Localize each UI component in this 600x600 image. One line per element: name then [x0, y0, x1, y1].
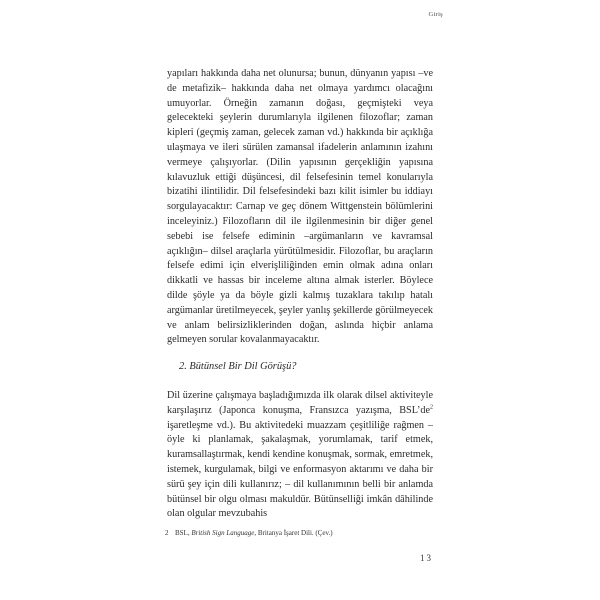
body-paragraph-1 [167, 67, 433, 348]
footnote-reference[interactable]: 2 [430, 404, 433, 411]
body-paragraph-2 [167, 389, 433, 522]
page-number: 13 [420, 553, 433, 563]
footnote-number: 2 [165, 529, 169, 537]
paragraph-text: yapıları hakkında daha net olunursa; bunun, dünyanın yapısı –ve de metafizik– hakkında daha net olmaya yardımcı olacağını umuyorlar. Örneğin zamanın doğası, geçmişteki veya gelecekteki şeylerin durumlarıyla ilgilenen filozoflar; zaman kipleri (geçmiş zaman, gelecek zaman vd.) hakkında bir açıklığa ulaşmaya ve ileri sürülen zamansal ifadelerin anlamının izahını vermeye çalışıyorlar. (Dilin yapısının gerçekliğin yapısına kılavuzluk ettiği düşüncesi, dil felsefesinin temel konularıyla bizatihi ilintilidir. Dil felsefesindeki bazı kilit isimler bu iddiayı sorgulayacaktır: Carnap ve geç dönem Wittgenstein bölümlerini inceleyiniz.) Filozofların dil ile ilgilenmesinin bir diğer genel sebebi ise felsefe ediminin –argümanların ve kavramsal açıklığın– dilsel araçlarla yürütülmesidir. Filozoflar, bu araçların felsefe edimi için elverişliliğinden emin olmak adına onları dikkatli ve hassas bir inceleme altına almak isterler. Böylece dilde şöyle ya da böyle gizli kalmış tuzaklara takılıp hatalı argümanlar üretilmeyecek, şeyler yanlış şekillerde görülmeyecek ve anlam belirsizliklerinden doğan, aslında hiçbir anlama gelmeyen sorular kovalanmayacaktır. [167, 68, 433, 346]
footnote [165, 528, 435, 538]
section-heading: 2. Bütünsel Bir Dil Görüşü? [179, 361, 297, 372]
paragraph-text-start: Dil üzerine çalışmaya başladığımızda ilk olarak dilsel aktiviteyle karşılaşırız (Japonca konuşma, Fransızca yazışma, BSL’de [167, 390, 433, 416]
paragraph-text [167, 389, 433, 522]
footnote-text-start: BSL, [175, 529, 192, 537]
footnote-text-end: , Britanya İşaret Dili. (Çev.) [254, 529, 333, 537]
running-head: Giriş [428, 11, 443, 18]
paragraph-text-end: işaretleşme vd.). Bu aktivitedeki muazzam çeşitliliğe rağmen –öyle ki planlamak, şakalaşmak, yorumlamak, tarif etmek, kuramsallaştırmak, kendi kendine konuşmak, sormak, emretmek, istemek, kurgulamak, bilgi ve enformasyon aktarımı ve daha bir sürü şey için dili kullanırız; – dil kullanımının belli bir anlamda bütünsel bir olgu olması makuldür. Bütünselliği imkân dâhilinde olan olgular mevzubahis [167, 419, 433, 520]
footnote-italic-term: British Sign Language [191, 529, 255, 537]
